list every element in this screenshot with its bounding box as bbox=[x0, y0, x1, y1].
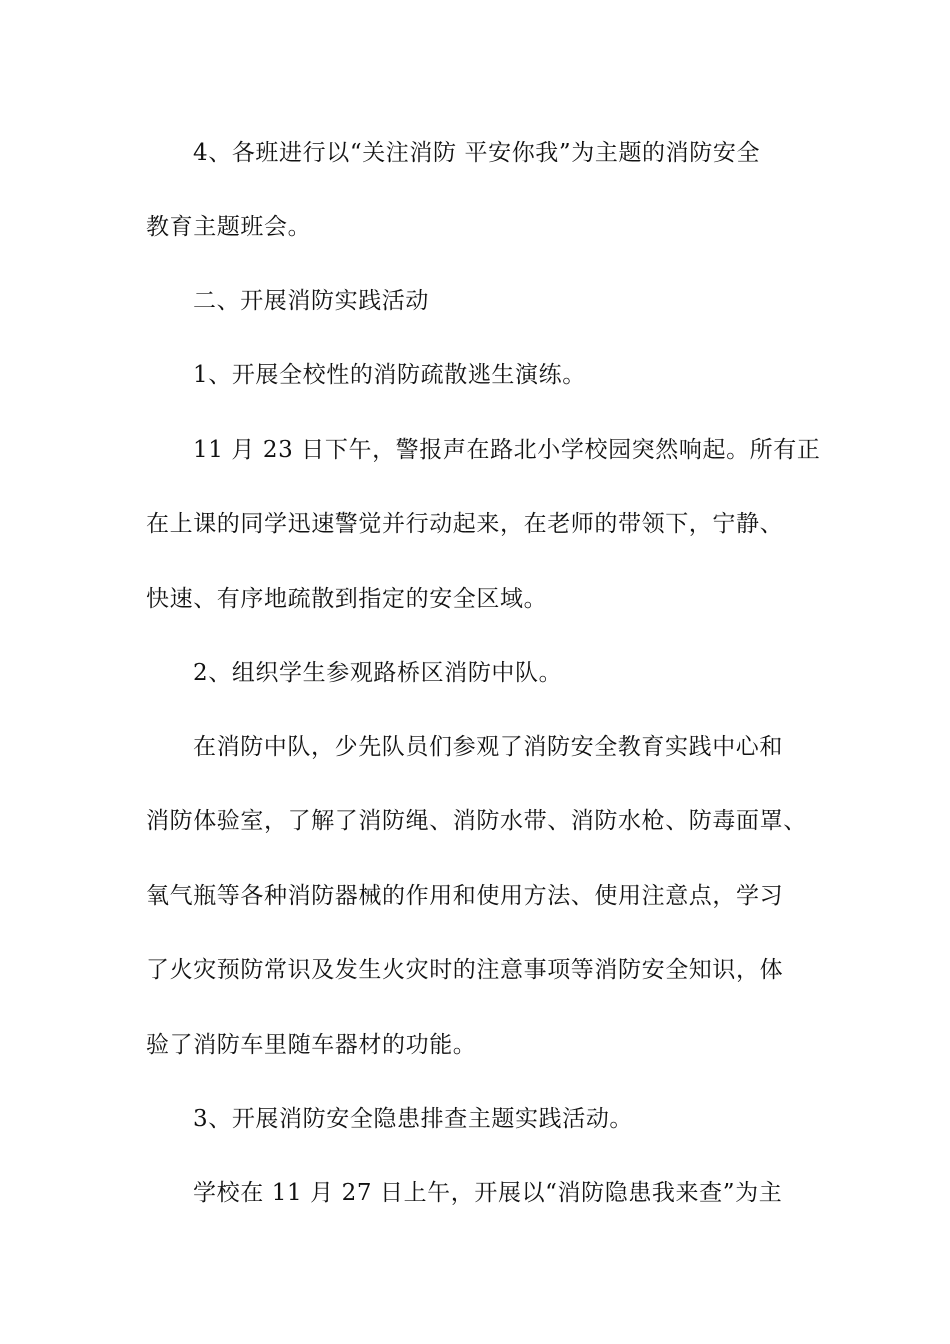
text-line: 了火灾预防常识及发生火灾时的注意事项等消防安全知识，体 bbox=[146, 957, 784, 983]
text-line: 在消防中队，少先队员们参观了消防安全教育实践中心和 bbox=[193, 734, 783, 760]
text-line: 消防体验室，了解了消防绳、消防水带、消防水枪、防毒面罩、 bbox=[146, 808, 807, 834]
text-line: 学校在 11 月 27 日上午，开展以“消防隐患我来查”为主 bbox=[193, 1180, 783, 1206]
text-line: 1、开展全校性的消防疏散逃生演练。 bbox=[193, 362, 586, 388]
text-line: 教育主题班会。 bbox=[146, 214, 312, 240]
text-line: 验了消防车里随车器材的功能。 bbox=[146, 1032, 477, 1058]
text-line: 2、组织学生参观路桥区消防中队。 bbox=[193, 660, 563, 686]
text-line: 在上课的同学迅速警觉并行动起来，在老师的带领下，宁静、 bbox=[146, 511, 784, 537]
text-line: 氧气瓶等各种消防器械的作用和使用方法、使用注意点，学习 bbox=[146, 883, 784, 909]
text-line: 快速、有序地疏散到指定的安全区域。 bbox=[146, 586, 548, 612]
section-heading: 二、开展消防实践活动 bbox=[193, 288, 429, 314]
text-line: 11 月 23 日下午，警报声在路北小学校园突然响起。所有正 bbox=[193, 437, 821, 463]
text-line: 3、开展消防安全隐患排查主题实践活动。 bbox=[193, 1106, 634, 1132]
text-line: 4、各班进行以“关注消防 平安你我”为主题的消防安全 bbox=[193, 140, 761, 166]
